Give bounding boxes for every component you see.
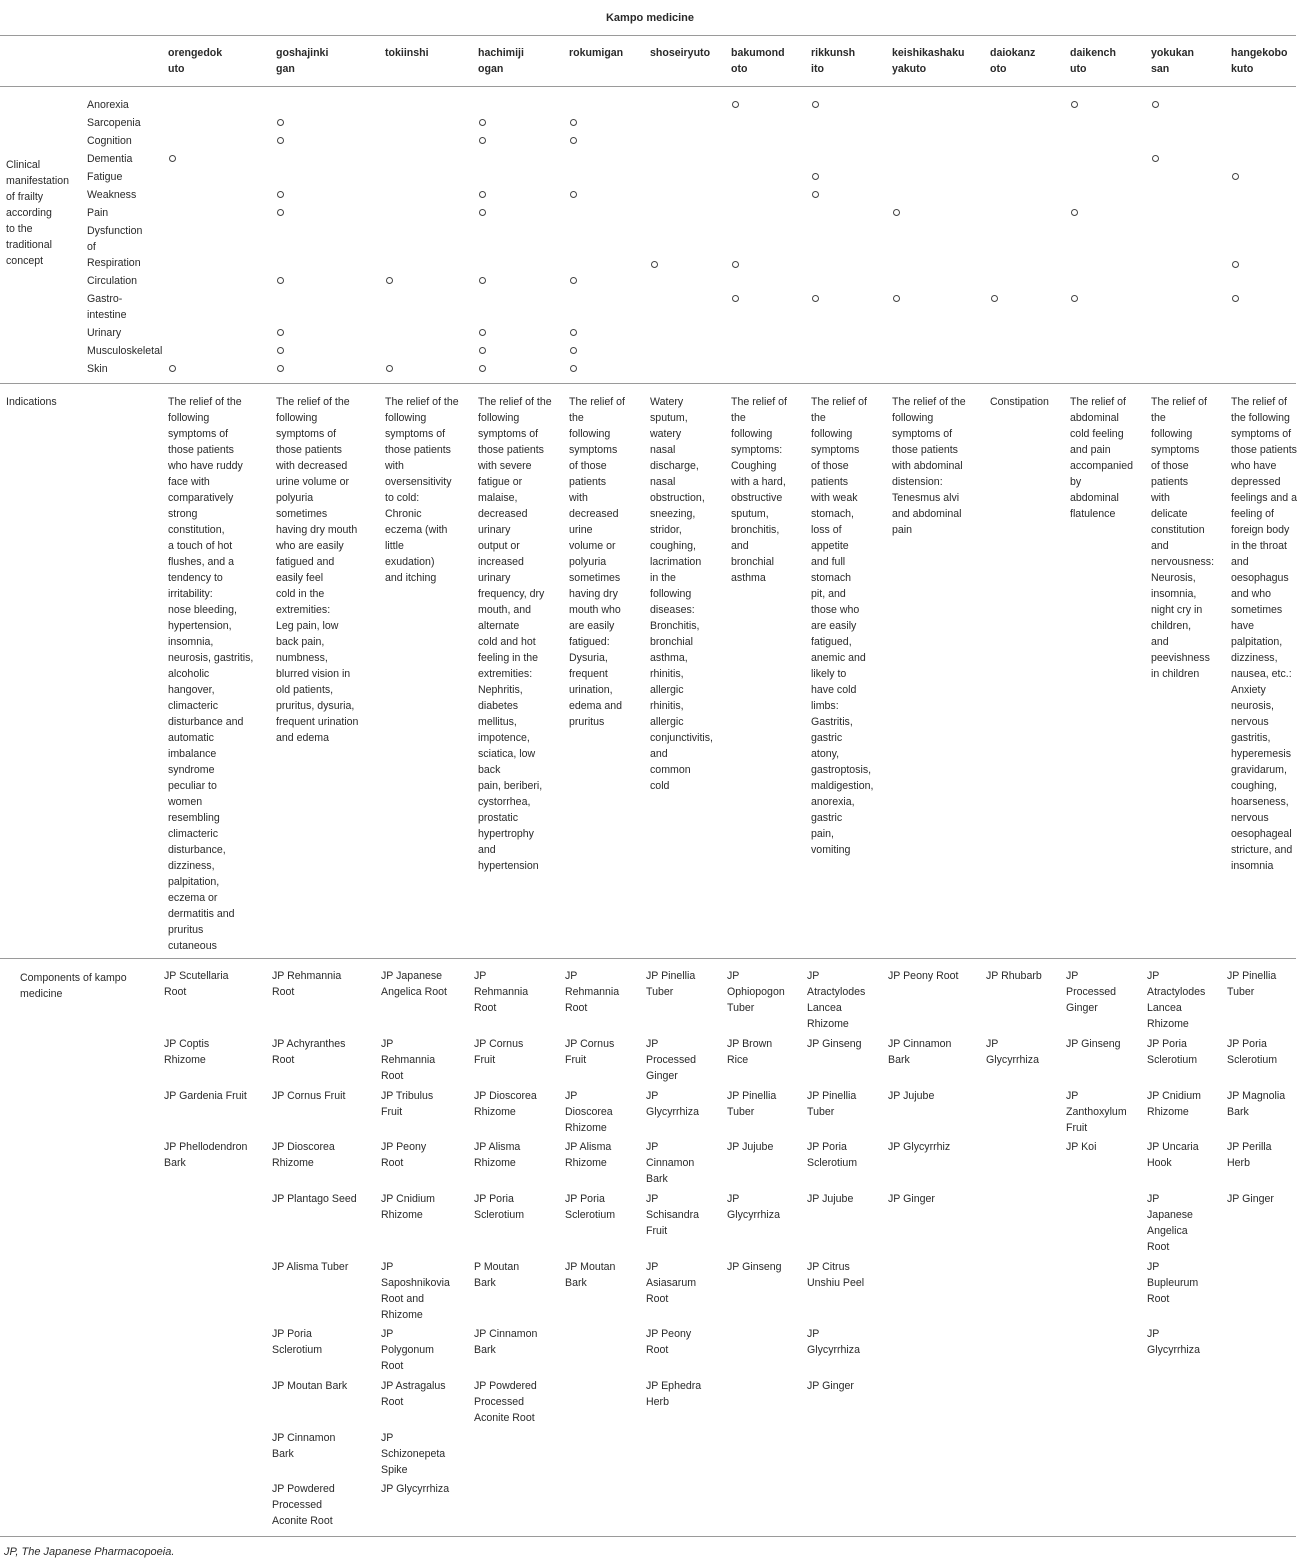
component-cell: JP Glycyrrhiza <box>1147 1328 1200 1356</box>
component-cell: JP Schizonepeta Spike <box>381 1432 446 1476</box>
component-cell: JP Glycyrrhiz <box>888 1141 951 1153</box>
component-cell: JP Poria Sclerotium <box>1227 1038 1278 1066</box>
component-cell: JP Cinnamon Bark <box>474 1328 538 1356</box>
component-cell: JP Cinnamon Bark <box>888 1038 952 1066</box>
circle-mark-icon <box>991 295 998 302</box>
circle-mark-icon <box>570 277 577 284</box>
circle-mark-icon <box>277 365 284 372</box>
component-cell: JP Cornus Fruit <box>565 1038 615 1066</box>
component-cell: JP Glycyrrhiza <box>986 1038 1039 1066</box>
component-cell: JP Jujube <box>888 1090 935 1102</box>
component-cell: JP Poria Sclerotium <box>1147 1038 1198 1066</box>
component-cell: JP Ophiopogon Tuber <box>727 970 785 1014</box>
frailty-row-label: Urinary <box>87 327 122 339</box>
component-cell: JP Scutellaria Root <box>164 970 229 998</box>
circle-mark-icon <box>277 137 284 144</box>
circle-mark-icon <box>479 137 486 144</box>
component-cell: JP Pinellia Tuber <box>727 1090 777 1118</box>
indication-cell: Watery sputum, watery nasal discharge, nasal obstruction, sneezing, stridor, coughing, lacrimation in the following diseases: Bronchitis, bronchial asthma, rhinitis, allergic rhinitis, allergic conjunctivitis, and common cold <box>650 396 713 792</box>
indication-cell: The relief of the following symptoms of those patients with decreased urine volume or polyuria sometimes having dry mouth who are easily fatigued and easily feel cold in the extremities: Leg pain, low back pain, numbness, blurred vision in old patients, pruritus, dysuria, frequent urination and edema <box>276 396 359 744</box>
circle-mark-icon <box>479 277 486 284</box>
circle-mark-icon <box>1071 209 1078 216</box>
table-title: Kampo medicine <box>605 12 695 24</box>
frailty-row-label: Weakness <box>87 189 137 201</box>
component-cell: JP Ginger <box>888 1193 935 1205</box>
circle-mark-icon <box>1071 295 1078 302</box>
circle-mark-icon <box>479 191 486 198</box>
component-cell: JP Rehmannia Root <box>272 970 342 998</box>
indication-cell: The relief of the following symptoms of those patients who have depressed feelings and a feeling of foreign body in the throat and oesophagus and who sometimes have palpitation, dizziness, nausea, etc.: Anxiety neurosis, nervous gastritis, hyperemesis gravidarum, coughing, hoarseness, nervous oesophageal stricture, and insomnia <box>1231 396 1297 872</box>
component-cell: JP Alisma Tuber <box>272 1261 349 1273</box>
component-cell: JP Glycyrrhiza <box>727 1193 780 1221</box>
component-cell: JP Pinellia Tuber <box>1227 970 1277 998</box>
component-cell: JP Processed Ginger <box>646 1038 697 1082</box>
column-header: yokukan san <box>1151 47 1194 75</box>
circle-mark-icon <box>479 209 486 216</box>
component-cell: JP Uncaria Hook <box>1147 1141 1199 1169</box>
component-cell: JP Tribulus Fruit <box>381 1090 434 1118</box>
component-cell: JP Cornus Fruit <box>272 1090 346 1102</box>
rule-above-indications <box>0 383 1296 384</box>
circle-mark-icon <box>169 155 176 162</box>
component-cell: JP Atractylodes Lancea Rhizome <box>1147 970 1206 1030</box>
indication-cell: The relief of the following symptoms of those patients with severe fatigue or malaise, decreased urinary output or increased urinary frequency, dry mouth, and alternate cold and hot feeling in the extremities: Nephritis, diabetes mellitus, impotence, sciatica, low back pain, beriberi, cystorrhea, prostatic hypertrophy and hypertension <box>478 396 552 872</box>
component-cell: JP Powdered Processed Aconite Root <box>474 1380 537 1424</box>
component-cell: JP Asiasarum Root <box>646 1261 697 1305</box>
component-cell: JP Alisma Rhizome <box>565 1141 612 1169</box>
circle-mark-icon <box>570 347 577 354</box>
component-cell: JP Coptis Rhizome <box>164 1038 210 1066</box>
circle-mark-icon <box>812 101 819 108</box>
circle-mark-icon <box>651 261 658 268</box>
indication-cell: The relief of the following symptoms of those patients with abdominal distension: Tenesmus alvi and abdominal pain <box>892 396 966 536</box>
circle-mark-icon <box>1232 261 1239 268</box>
circle-mark-icon <box>277 209 284 216</box>
component-cell: JP Poria Sclerotium <box>807 1141 858 1169</box>
component-cell: JP Powdered Processed Aconite Root <box>272 1483 335 1527</box>
component-cell: JP Dioscorea Rhizome <box>272 1141 335 1169</box>
component-cell: JP Rehmannia Root <box>565 970 620 1014</box>
component-cell: JP Koi <box>1066 1141 1097 1153</box>
component-cell: JP Ginger <box>807 1380 854 1392</box>
component-cell: JP Cinnamon Bark <box>646 1141 695 1185</box>
column-header: hangekobo kuto <box>1231 47 1288 75</box>
frailty-row-label: Pain <box>87 207 109 219</box>
indication-cell: The relief of the following symptoms of those patients with delicate constitution and nervousness: Neurosis, insomnia, night cry in children, and peevishness in children <box>1151 396 1215 680</box>
column-header: shoseiryuto <box>650 47 711 59</box>
component-cell: JP Polygonum Root <box>381 1328 434 1372</box>
component-cell: JP Pinellia Tuber <box>807 1090 857 1118</box>
circle-mark-icon <box>570 119 577 126</box>
component-cell: JP Poria Sclerotium <box>565 1193 616 1221</box>
circle-mark-icon <box>732 101 739 108</box>
component-cell: JP Rhubarb <box>986 970 1042 982</box>
component-cell: JP Atractylodes Lancea Rhizome <box>807 970 866 1030</box>
component-cell: JP Poria Sclerotium <box>272 1328 323 1356</box>
component-cell: JP Cnidium Rhizome <box>1147 1090 1201 1118</box>
component-cell: JP Bupleurum Root <box>1147 1261 1199 1305</box>
footnote: JP, The Japanese Pharmacopoeia. <box>4 1546 175 1558</box>
circle-mark-icon <box>570 137 577 144</box>
circle-mark-icon <box>277 191 284 198</box>
component-cell: JP Poria Sclerotium <box>474 1193 525 1221</box>
circle-mark-icon <box>277 119 284 126</box>
component-cell: JP Pinellia Tuber <box>646 970 696 998</box>
components-label: Components of kampo medicine <box>20 972 127 1000</box>
column-header: bakumond oto <box>731 47 785 75</box>
component-cell: JP Glycyrrhiza <box>381 1483 450 1495</box>
component-cell: JP Schisandra Fruit <box>646 1193 699 1237</box>
circle-mark-icon <box>479 365 486 372</box>
component-cell: JP Perilla Herb <box>1227 1141 1272 1169</box>
circle-mark-icon <box>386 365 393 372</box>
circle-mark-icon <box>893 295 900 302</box>
circle-mark-icon <box>1152 101 1159 108</box>
rule-under-title <box>0 35 1296 36</box>
column-header: tokiinshi <box>385 47 429 59</box>
component-cell: JP Jujube <box>727 1141 774 1153</box>
component-cell: JP Achyranthes Root <box>272 1038 346 1066</box>
component-cell: JP Cornus Fruit <box>474 1038 524 1066</box>
circle-mark-icon <box>479 119 486 126</box>
component-cell: JP Ephedra Herb <box>646 1380 702 1408</box>
component-cell: JP Peony Root <box>646 1328 692 1356</box>
component-cell: JP Ginseng <box>1066 1038 1121 1050</box>
rule-bottom <box>0 1536 1296 1537</box>
column-header: rokumigan <box>569 47 624 59</box>
indication-cell: The relief of the following symptoms of those patients with decreased urine volume or polyuria sometimes having dry mouth who are easily fatigued: Dysuria, frequent urination, edema and pruritus <box>569 396 625 728</box>
frailty-section-label: Clinical manifestation of frailty according to the traditional concept <box>6 159 70 267</box>
indication-cell: The relief of the following symptoms: Coughing with a hard, obstructive sputum, bronchitis, and bronchial asthma <box>731 396 787 584</box>
circle-mark-icon <box>812 295 819 302</box>
indication-cell: The relief of the following symptoms of those patients with oversensitivity to cold: Chronic eczema (with little exudation) and itching <box>385 396 459 584</box>
component-cell: JP Ginger <box>1227 1193 1274 1205</box>
column-header: keishikashaku yakuto <box>892 47 965 75</box>
component-cell: JP Dioscorea Rhizome <box>474 1090 537 1118</box>
circle-mark-icon <box>732 295 739 302</box>
component-cell: JP Dioscorea Rhizome <box>565 1090 613 1134</box>
indications-label: Indications <box>6 396 57 408</box>
circle-mark-icon <box>386 277 393 284</box>
frailty-row-label: Cognition <box>87 135 132 147</box>
circle-mark-icon <box>812 191 819 198</box>
frailty-row-label: Musculoskeletal <box>87 345 163 357</box>
indication-cell: Constipation <box>990 396 1049 408</box>
circle-mark-icon <box>893 209 900 216</box>
component-cell: JP Ginseng <box>727 1261 782 1273</box>
component-cell: JP Plantago Seed <box>272 1193 357 1205</box>
frailty-row-label: Gastro- intestine <box>87 293 127 321</box>
component-cell: JP Japanese Angelica Root <box>1147 1193 1193 1253</box>
component-cell: JP Citrus Unshiu Peel <box>807 1261 865 1289</box>
circle-mark-icon <box>169 365 176 372</box>
column-header: goshajinki gan <box>276 47 329 75</box>
component-cell: JP Rehmannia Root <box>474 970 529 1014</box>
component-cell: JP Saposhnikovia Root and Rhizome <box>381 1261 450 1321</box>
frailty-row-label: Circulation <box>87 275 138 287</box>
circle-mark-icon <box>570 191 577 198</box>
column-header: daiokanz oto <box>990 47 1036 75</box>
circle-mark-icon <box>570 365 577 372</box>
rule-under-headers <box>0 86 1296 87</box>
circle-mark-icon <box>479 347 486 354</box>
column-header: hachimiji ogan <box>478 47 524 75</box>
indication-cell: The relief of abdominal cold feeling and pain accompanied by abdominal flatulence <box>1070 396 1134 520</box>
component-cell: JP Moutan Bark <box>565 1261 616 1289</box>
circle-mark-icon <box>277 329 284 336</box>
component-cell: P Moutan Bark <box>474 1261 520 1289</box>
component-cell: JP Gardenia Fruit <box>164 1090 247 1102</box>
indication-cell: The relief of the following symptoms of those patients with weak stomach, loss of appetite and full stomach pit, and those who are easily fatigued, anemic and likely to have cold limbs: Gastritis, gastric atony, gastroptosis, maldigestion, anorexia, gastric pain, vomiting <box>811 396 874 856</box>
frailty-row-label: Fatigue <box>87 171 123 183</box>
frailty-row-label: Anorexia <box>87 99 129 111</box>
circle-mark-icon <box>1152 155 1159 162</box>
component-cell: JP Moutan Bark <box>272 1380 348 1392</box>
frailty-row-label: Skin <box>87 363 108 375</box>
circle-mark-icon <box>812 173 819 180</box>
frailty-row-label: Dementia <box>87 153 133 165</box>
component-cell: JP Cnidium Rhizome <box>381 1193 435 1221</box>
component-cell: JP Processed Ginger <box>1066 970 1117 1014</box>
component-cell: JP Magnolia Bark <box>1227 1090 1286 1118</box>
component-cell: JP Peony Root <box>381 1141 427 1169</box>
column-header: orengedok uto <box>168 47 223 75</box>
frailty-row-label: Dysfunction of Respiration <box>87 225 143 269</box>
component-cell: JP Ginseng <box>807 1038 862 1050</box>
circle-mark-icon <box>570 329 577 336</box>
circle-mark-icon <box>479 329 486 336</box>
component-cell: JP Glycyrrhiza <box>807 1328 860 1356</box>
circle-mark-icon <box>1071 101 1078 108</box>
component-cell: JP Astragalus Root <box>381 1380 446 1408</box>
component-cell: JP Phellodendron Bark <box>164 1141 248 1169</box>
column-header: daikench uto <box>1070 47 1116 75</box>
component-cell: JP Brown Rice <box>727 1038 773 1066</box>
circle-mark-icon <box>277 277 284 284</box>
component-cell: JP Japanese Angelica Root <box>381 970 447 998</box>
frailty-row-label: Sarcopenia <box>87 117 141 129</box>
component-cell: JP Rehmannia Root <box>381 1038 436 1082</box>
circle-mark-icon <box>1232 173 1239 180</box>
rule-above-components <box>0 958 1296 959</box>
component-cell: JP Glycyrrhiza <box>646 1090 699 1118</box>
circle-mark-icon <box>732 261 739 268</box>
component-cell: JP Alisma Rhizome <box>474 1141 521 1169</box>
indication-cell: The relief of the following symptoms of those patients who have ruddy face with comparatively strong constitution, a touch of hot flushes, and a tendency to irritability: nose bleeding, hypertension, insomnia, neurosis, gastritis, alcoholic hangover, climacteric disturbance and automatic imbalance syndrome peculiar to women resembling climacteric disturbance, dizziness, palpitation, eczema or dermatitis and pruritus cutaneous <box>168 396 254 952</box>
column-header: rikkunsh ito <box>811 47 856 75</box>
component-cell: JP Zanthoxylum Fruit <box>1066 1090 1127 1134</box>
component-cell: JP Peony Root <box>888 970 959 982</box>
circle-mark-icon <box>277 347 284 354</box>
circle-mark-icon <box>1232 295 1239 302</box>
component-cell: JP Jujube <box>807 1193 854 1205</box>
component-cell: JP Cinnamon Bark <box>272 1432 336 1460</box>
